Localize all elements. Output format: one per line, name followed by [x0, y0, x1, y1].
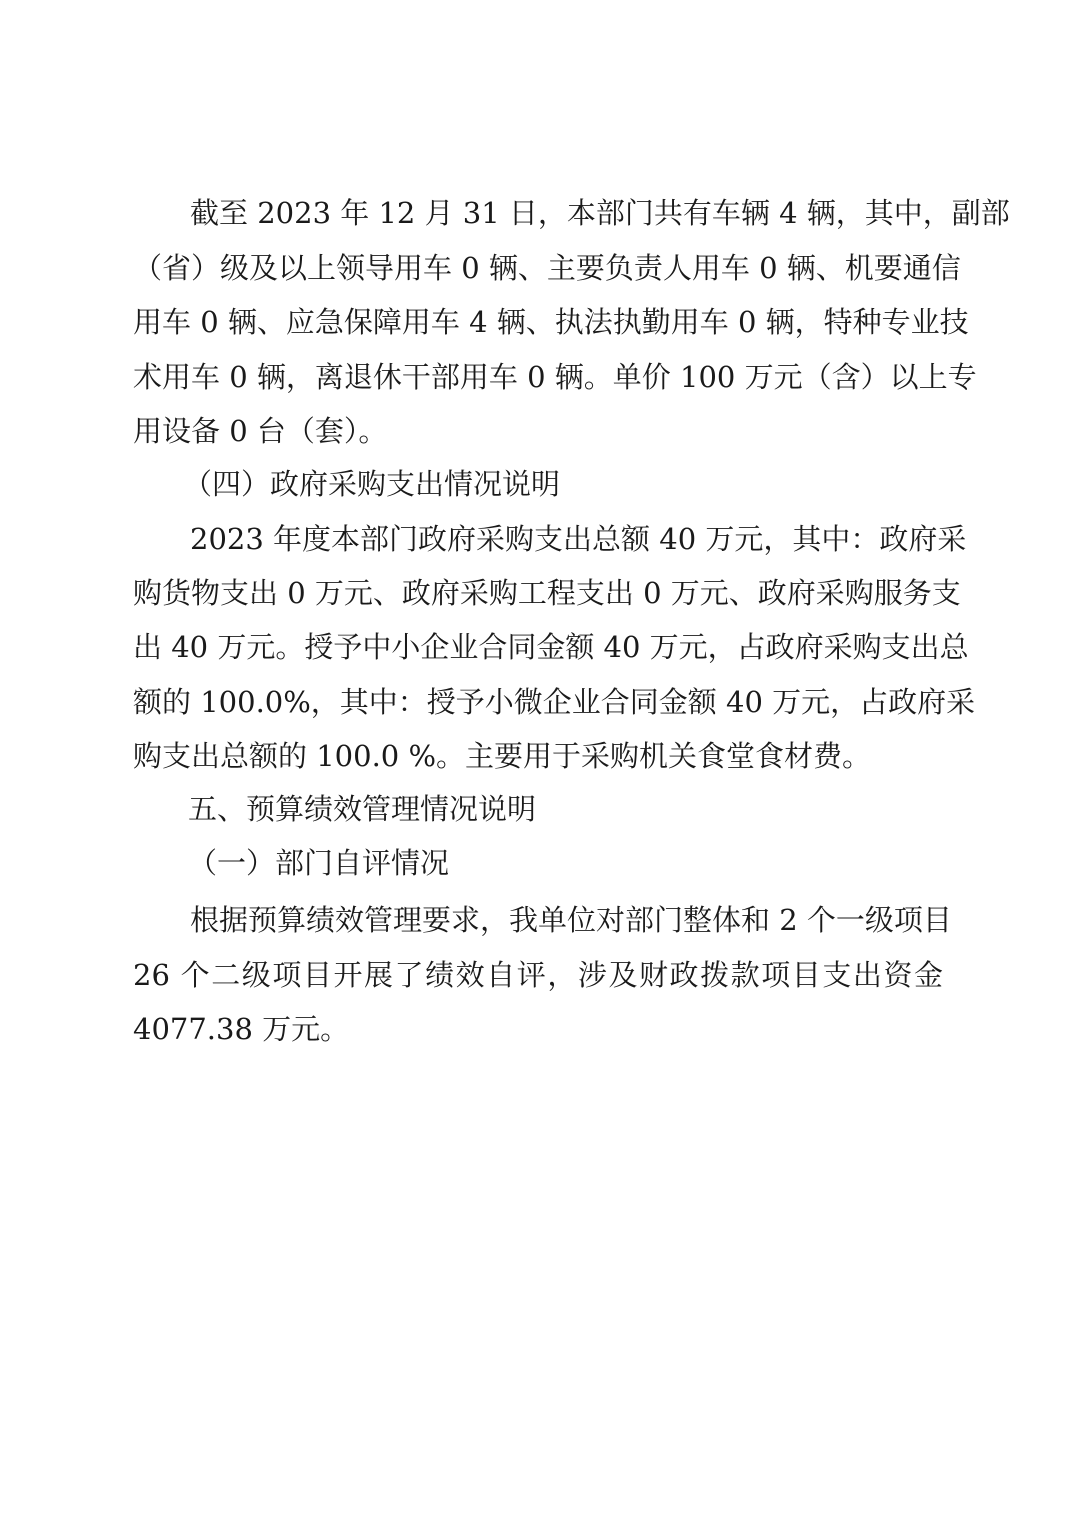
paragraph-procurement-line-4: 额的 100.0%，其中：授予小微企业合同金额 40 万元，占政府采: [133, 685, 976, 719]
paragraph-vehicles-line-2: （省）级及以上领导用车 0 辆、主要负责人用车 0 辆、机要通信: [133, 251, 961, 285]
paragraph-procurement-line-3: 出 40 万元。授予中小企业合同金额 40 万元，占政府采购支出总: [133, 630, 969, 664]
chapter-5-heading: 五、预算绩效管理情况说明: [188, 792, 537, 826]
paragraph-vehicles-line-1: 截至 2023 年 12 月 31 日，本部门共有车辆 4 辆，其中，副部: [190, 196, 1010, 230]
paragraph-vehicles-line-4: 术用车 0 辆，离退休干部用车 0 辆。单价 100 万元（含）以上专: [133, 360, 977, 394]
paragraph-procurement-line-5: 购支出总额的 100.0 %。主要用于采购机关食堂食材费。: [133, 739, 872, 773]
paragraph-vehicles-line-5: 用设备 0 台（套）。: [133, 414, 388, 448]
paragraph-self-evaluation-line-1: 根据预算绩效管理要求，我单位对部门整体和 2 个一级项目: [190, 903, 952, 937]
paragraph-procurement-line-2: 购货物支出 0 万元、政府采购工程支出 0 万元、政府采购服务支: [133, 576, 961, 610]
paragraph-vehicles-line-3: 用车 0 辆、应急保障用车 4 辆、执法执勤用车 0 辆，特种专业技: [133, 305, 969, 339]
section-1-heading: （一）部门自评情况: [188, 846, 450, 880]
paragraph-self-evaluation-line-3: 4077.38 万元。: [133, 1012, 350, 1046]
paragraph-procurement-line-1: 2023 年度本部门政府采购支出总额 40 万元，其中：政府采: [190, 522, 967, 556]
paragraph-self-evaluation-line-2: 26 个二级项目开展了绩效自评，涉及财政拨款项目支出资金: [133, 958, 943, 992]
section-4-heading: （四）政府采购支出情况说明: [183, 467, 561, 501]
